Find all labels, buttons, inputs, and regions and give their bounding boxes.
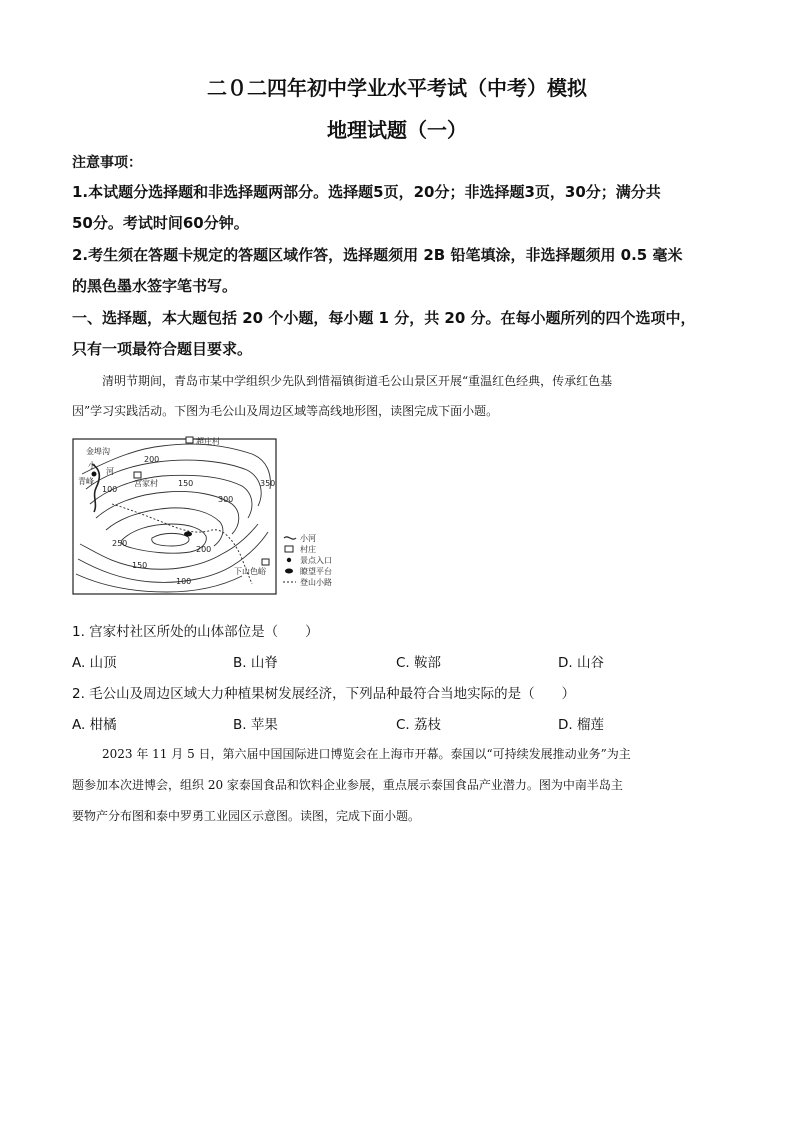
- label-xiao: 小: [88, 461, 96, 470]
- legend-platform-label: 瞭望平台: [300, 567, 332, 576]
- legend-river-symbol: [284, 537, 296, 539]
- entrance-point: [92, 472, 97, 477]
- contour-label: 250: [112, 539, 128, 548]
- question-1-option-a: A. 山顶: [72, 655, 117, 671]
- legend-village-symbol: [285, 546, 293, 552]
- exam-title: 二０二四年初中学业水平考试（中考）模拟: [207, 76, 587, 100]
- note-item-2-line-1: 2.考生须在答题卡规定的答题区域作答，选择题须用 2B 铅笔填涂，非选择题须用 0.5 毫米: [72, 246, 683, 264]
- note-item-1-line-1: 1.本试题分选择题和非选择题两部分。选择题5页，20分；非选择题3页，30分；满分共: [72, 183, 661, 201]
- contour-label: 100: [102, 485, 118, 494]
- contour-label: 200: [144, 455, 160, 464]
- legend-entrance-label: 景点入口: [300, 556, 332, 565]
- exam-subtitle: 地理试题（一）: [327, 118, 467, 142]
- village-marker: [134, 472, 141, 478]
- legend-river-label: 小河: [300, 534, 316, 543]
- contour-label: 150: [178, 479, 194, 488]
- label-jinjiagou: 金埠沟: [86, 447, 110, 456]
- contour-label: 350: [260, 479, 276, 488]
- section-instructions-line-2: 只有一项最符合题目要求。: [72, 340, 253, 358]
- note-item-2-line-2: 的黑色墨水签字笔书写。: [72, 277, 238, 295]
- passage-1-line-1: 清明节期间，青岛市某中学组织少先队到惜福镇街道毛公山景区开展“重温红色经典，传承红色基: [102, 374, 613, 388]
- question-2-stem: 2. 毛公山及周边区域大力种植果树发展经济，下列品种最符合当地实际的是（ ）: [72, 686, 576, 702]
- label-chaozhuangcun: 超庄村: [196, 437, 220, 446]
- contour-label: 100: [176, 577, 192, 586]
- label-xiashanseyu: 下山色峪: [234, 567, 266, 576]
- contour-label: 200: [196, 545, 212, 554]
- question-1-option-b: B. 山脊: [233, 655, 278, 671]
- question-2-option-d: D. 榴莲: [558, 717, 604, 733]
- passage-2-line-2: 题参加本次进博会，组织 20 家泰国食品和饮料企业参展，重点展示泰国食品产业潜力。图为中南半岛主: [72, 778, 623, 792]
- legend-platform-symbol: [285, 569, 293, 574]
- label-qingfeng: 青峰: [78, 477, 94, 486]
- contour-label: 300: [218, 495, 234, 504]
- question-2-option-a: A. 柑橘: [72, 717, 117, 733]
- section-instructions-line-1: 一、选择题，本大题包括 20 个小题，每小题 1 分，共 20 分。在每小题所列的四个选项中，: [72, 309, 696, 327]
- contour-label: 150: [132, 561, 148, 570]
- village-marker: [262, 559, 269, 565]
- question-1-option-d: D. 山谷: [558, 655, 604, 671]
- note-item-1-line-2: 50分。考试时间60分钟。: [72, 214, 249, 232]
- map-legend: [283, 533, 332, 587]
- village-marker: [186, 437, 193, 443]
- lookout-platform: [184, 532, 192, 537]
- question-1-option-c: C. 鞍部: [396, 655, 442, 671]
- passage-1-line-2: 因”学习实践活动。下图为毛公山及周边区域等高线地形图，读图完成下面小题。: [72, 404, 499, 418]
- question-1-stem: 1. 宫家村社区所处的山体部位是（ ）: [72, 624, 319, 640]
- notes-heading: 注意事项：: [72, 155, 142, 171]
- passage-2-line-1: 2023 年 11 月 5 日，第六届中国国际进口博览会在上海市开幕。泰国以“可持续发展推动业务”为主: [102, 747, 631, 761]
- contour-map: [72, 434, 382, 599]
- legend-village-label: 村庄: [300, 545, 316, 554]
- legend-entrance-symbol: [287, 558, 291, 562]
- passage-2-line-3: 要物产分布图和泰中罗勇工业园区示意图。读图，完成下面小题。: [72, 809, 421, 823]
- question-2-option-b: B. 苹果: [233, 717, 278, 733]
- label-gongjiacun: 宫家村: [134, 479, 158, 488]
- label-he: 河: [106, 467, 114, 476]
- question-2-option-c: C. 荔枝: [396, 717, 442, 733]
- legend-trail-label: 登山小路: [300, 578, 332, 587]
